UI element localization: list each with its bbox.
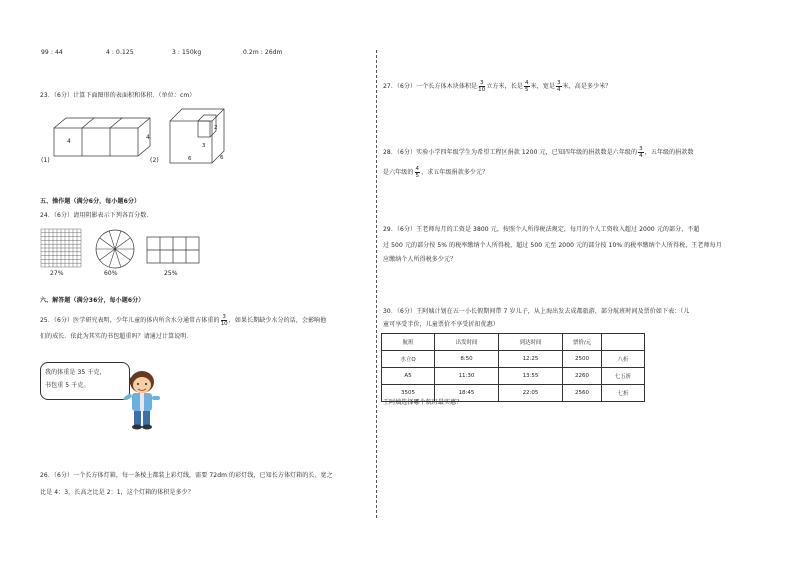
fig2-label: (2) bbox=[150, 157, 159, 164]
q29-line2: 过 500 元的部分按 5% 的税率缴纳个人所得税，超过 500 元至 2000 元的部分按 10% 的税率缴纳个人所得税，王老师每月 bbox=[383, 242, 722, 249]
table-header-row: 航班 出发时间 到达时间 票价/元 bbox=[382, 334, 645, 351]
rect-8-figure bbox=[146, 236, 202, 266]
q23-text: 23．（6分）计算下面图形的表面积和体积．（单位：cm） bbox=[40, 92, 196, 99]
ratio-4: 0.2m : 26dm bbox=[243, 49, 283, 56]
speech-bubble bbox=[40, 362, 130, 400]
fig1-dim-a: 4 bbox=[67, 138, 71, 145]
flight-table bbox=[381, 333, 645, 402]
table-row: A5 11:30 13:55 2260 七五折 bbox=[382, 368, 645, 385]
table-row: 3505 18:45 22:05 2560 七折 bbox=[382, 385, 645, 402]
q30-question: 王阿姨选择哪个航班最实惠？ bbox=[383, 399, 463, 406]
q25-fraction: $\frac{3}{10}$ bbox=[220, 314, 228, 327]
q29-line1: 29．（6分）王老师每月的工资是 3800 元，按照个人所得税法规定，每月的个人工资收入超过 2000 元的部分，不超 bbox=[383, 226, 700, 233]
boy-illustration bbox=[118, 368, 166, 432]
column-divider bbox=[376, 50, 377, 518]
fig1-dim-b: 4 bbox=[146, 134, 150, 141]
q24-text: 24．（6分）请用阴影表示下列各百分数. bbox=[40, 212, 149, 219]
bubble-line2: 书包重 5 千克。 bbox=[45, 382, 90, 389]
ratio-2: 4 : 0.125 bbox=[106, 49, 134, 56]
q30-line2: 童可享受半价，儿童票价不享受折扣优惠） bbox=[383, 321, 499, 328]
q28-line1: 28．（6分）实验小学四年级学生为希望工程区捐款 1200 元，已知四年级的捐款数是六年级的 $\frac{3}{4}$ ，五年级的捐款数 bbox=[383, 146, 694, 159]
q28-line2: 是六年级的 $\frac{4}{5}$ ，求五年级捐款多少元？ bbox=[383, 166, 489, 179]
fig2-dim-c: 6 bbox=[188, 156, 192, 162]
grid-100-figure bbox=[40, 228, 84, 268]
q29-line3: 应缴纳个人所得税多少元？ bbox=[383, 256, 457, 263]
fig2-dim-d: 6 bbox=[220, 155, 224, 161]
fig1-label: (1) bbox=[41, 157, 50, 164]
pct-3: 25% bbox=[164, 270, 178, 277]
three-cubes-figure bbox=[50, 110, 160, 168]
bubble-line1: 我的体重是 35 千克， bbox=[45, 369, 106, 376]
pct-2: 60% bbox=[104, 270, 118, 277]
q26-line1: 26．（6分）一个长方体灯箱，每一条棱上都装上彩灯线，需要 72dm 的彩灯线，已知长方体灯箱的长、宽之 bbox=[40, 472, 333, 479]
fig2-dim-a: 2 bbox=[214, 125, 218, 131]
section5-title: 五、操作题（满分6分，每小题6分） bbox=[40, 198, 141, 205]
q25-line2: 们的成长．依此为其实的书包超重吗？请通过计算说明． bbox=[40, 333, 193, 340]
q27-text: 27．（6分）一个长方体木块体积是 $\frac{3}{10}$ 立方米，长是 $\frac{4}{5}$ 米，宽是 $\frac{3}{4}$ 米，高是多少米？ bbox=[383, 80, 612, 93]
ratio-1: 99 : 44 bbox=[41, 49, 63, 56]
cube-notch-figure bbox=[160, 105, 230, 167]
q30-line1: 30．（6分）王阿姨计划在五一小长假期间带 7 岁儿子，从上海出发去成都旅游，部分航班时间及票价如下表：（儿 bbox=[383, 308, 690, 315]
ratio-3: 3 : 150kg bbox=[172, 49, 202, 56]
q26-line2: 比是 4：3，长高之比是 2：1，这个灯箱的体积是多少？ bbox=[40, 489, 194, 496]
circle-figure bbox=[93, 228, 137, 270]
q25-line1: 25．（6分）医学研究表明，少年儿童的体内所含水分通常占体重的 $\frac{3}{10}$ ，如果长期缺少水分的话，会影响他 bbox=[40, 314, 327, 327]
section6-title: 六、解答题（满分36分，每小题6分） bbox=[40, 297, 145, 304]
table-row: 水立O 8:50 12:25 2500 八折 bbox=[382, 351, 645, 368]
fig2-dim-b: 3 bbox=[202, 143, 206, 149]
pct-1: 27% bbox=[50, 270, 64, 277]
